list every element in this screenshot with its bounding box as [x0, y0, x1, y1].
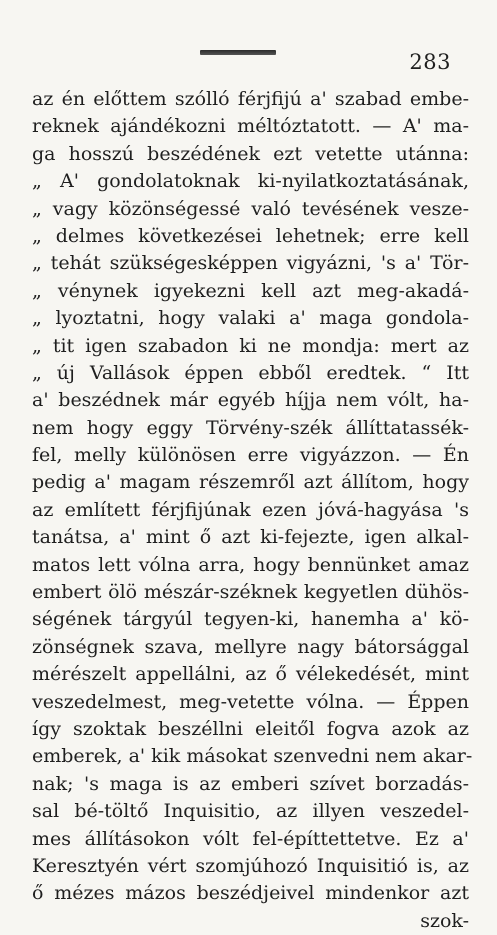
text-line: ga hosszú beszédének ezt vetette utánna:: [32, 142, 469, 165]
text-line: ő mézes mázos beszédjeivel mindenkor azt: [32, 882, 469, 905]
text-line: „ új Vallások éppen ebből eredtek. “ Itt: [32, 361, 469, 384]
text-line: „ tehát szükségesképpen vigyázni, 's a' Tör-: [32, 252, 469, 275]
text-line: a' beszédnek már egyéb híjja nem vólt, ha-: [32, 389, 469, 412]
text-line: „ vagy közönségessé való tevésének vesze-: [32, 197, 469, 220]
text-line: az én előttem szólló férjfijú a' szabad embe-: [32, 88, 469, 110]
header-rule: [200, 50, 276, 55]
text-line: mérészelt appellálni, az ő vélekedését, mint: [32, 663, 469, 686]
text-line: sal bé-töltő Inquisitio, az illyen veszedel-: [32, 800, 469, 823]
text-line: így szoktak beszéllni eleitől fogva azok az: [32, 717, 469, 740]
catchword: szok-: [420, 909, 469, 932]
text-line: „ A' gondolatoknak ki-nyilatkoztatásának,: [32, 170, 469, 193]
text-line: „ delmes következései lehetnek; erre kell: [32, 224, 469, 247]
text-line: fel, melly különösen erre vigyázzon. — Én: [32, 444, 469, 467]
text-line: pedig a' magam részemről azt állítom, hogy: [32, 471, 469, 494]
text-line: „ lyoztatni, hogy valaki a' maga gondola-: [32, 307, 469, 330]
text-line: nak; 's maga is az emberi szívet borzadás-: [32, 772, 469, 795]
body-text: [32, 86, 473, 935]
text-line: „ vénynek igyekezni kell azt meg-akadá-: [32, 279, 469, 302]
text-line: emberek, a' kik másokat szenvedni nem akar-: [32, 745, 473, 768]
text-line: reknek ajándékozni méltóztatott. — A' ma-: [32, 115, 469, 138]
text-line: „ tit igen szabadon ki ne mondja: mert az: [32, 334, 469, 357]
text-line: az említett férjfijúnak ezen jóvá-hagyása 's: [32, 498, 469, 521]
text-line: zönségnek szava, mellyre nagy bátorsággal: [32, 635, 469, 658]
text-line: mes állításokon vólt fel-építtettetve. Ez a': [32, 827, 469, 850]
text-line: embert ölö mészár-széknek kegyetlen dühös-: [32, 581, 469, 604]
text-line: veszedelmest, meg-vetette vólna. — Éppen: [32, 690, 469, 713]
text-line: ségének tárgyúl tegyen-ki, hanemha a' kö-: [32, 608, 469, 631]
text-line: tanátsa, a' mint ő azt ki-fejezte, igen alkal-: [32, 526, 469, 549]
text-line: matos lett vólna arra, hogy bennünket amaz: [32, 553, 469, 576]
page-number: 283: [409, 50, 451, 74]
text-line: nem hogy eggy Törvény-szék állíttatassék-: [32, 416, 469, 439]
text-line: Keresztyén vért szomjúhozó Inquisitió is, az: [32, 854, 469, 877]
